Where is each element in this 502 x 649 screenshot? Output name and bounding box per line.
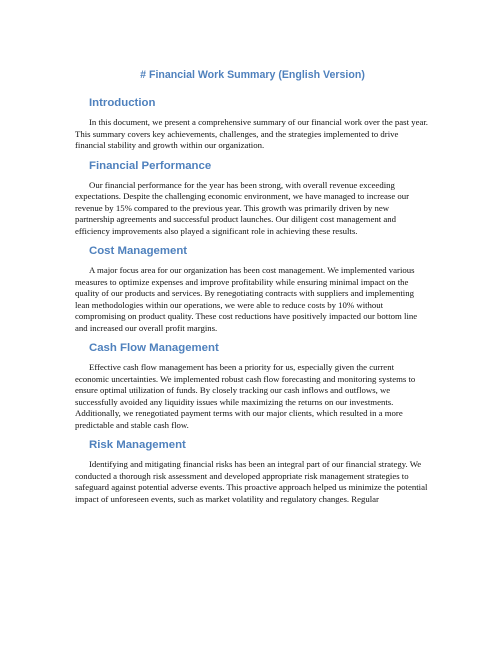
section-financial-performance	[75, 158, 430, 238]
document-content	[75, 66, 430, 511]
document-title: # Financial Work Summary (English Version)	[140, 69, 365, 81]
section-paragraph: In this document, we present a comprehensive summary of our financial work over the past year. This summary covers key achievements, challenges, and the strategies implemented to drive financial stability and growth within our organization.	[75, 117, 428, 150]
section-heading: Financial Performance	[89, 159, 212, 172]
section-paragraph: Identifying and mitigating financial risks has been an integral part of our financial strategy. We conducted a thorough risk assessment and developed appropriate risk management strategies to safeguard against potential adverse events. This proactive approach helped us minimize the potential impact of unforeseen events, such as market volatility and regulatory changes. Regular	[75, 459, 428, 504]
section-heading: Risk Management	[89, 439, 186, 451]
section-heading: Introduction	[89, 97, 156, 109]
section-risk-management	[75, 437, 430, 505]
section-cost-management	[75, 243, 430, 334]
section-cash-flow-management	[75, 340, 430, 431]
section-paragraph: Effective cash flow management has been a priority for us, especially given the current economic uncertainties. We implemented robust cash flow forecasting and monitoring systems to ensure optimal utilization of funds. By closely tracking our cash inflows and outflows, we successfully avoided any liquidity issues while maximizing the returns on our investments. Additionally, we renegotiated payment terms with our major clients, which resulted in a more predictable and stable cash flow.	[75, 362, 416, 430]
section-paragraph: Our financial performance for the year has been strong, with overall revenue exceeding expectations. Despite the challenging economic environment, we have managed to increase our revenue by 15% compared to the previous year. This growth was primarily driven by new partnership agreements and successful product launches. Our diligent cost management and efficiency improvements also played a significant role in achieving these results.	[75, 179, 410, 236]
section-heading: Cash Flow Management	[89, 342, 219, 354]
section-paragraph: A major focus area for our organization has been cost management. We implemented various measures to optimize expenses and improve profitability while ensuring minimal impact on the quality of our products and services. By renegotiating contracts with suppliers and implementing lean methodologies within our operations, we were able to reduce costs by 10% without compromising on product quality. These cost reductions have positively impacted our bottom line and increased our overall profit margins.	[75, 265, 418, 333]
section-introduction	[75, 95, 430, 152]
section-heading: Cost Management	[89, 245, 188, 257]
